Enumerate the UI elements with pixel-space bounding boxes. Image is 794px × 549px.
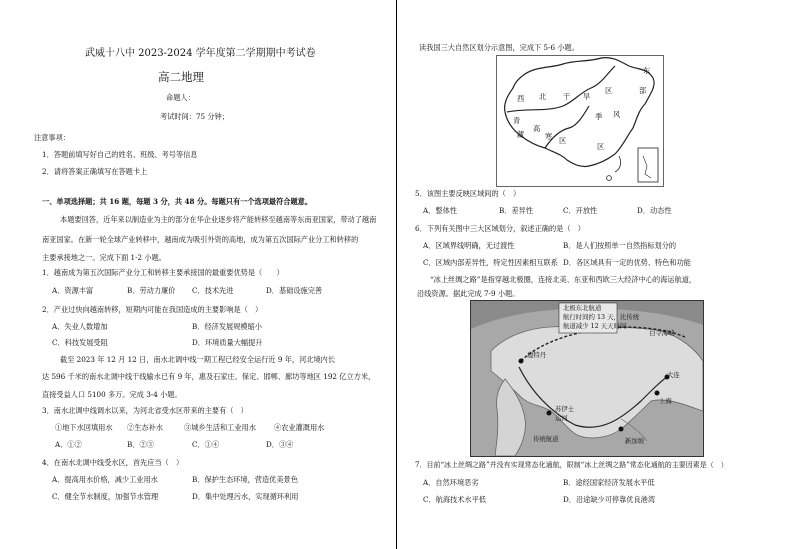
photo-label-saving: 航道减少 12 天天时间 <box>563 322 627 330</box>
q6-option-a: A．区域界线明确，无过渡性 <box>423 241 515 250</box>
q5-option-d: D．动态性 <box>637 206 672 215</box>
q5-option-a: A．整体性 <box>423 206 457 215</box>
arctic-shipping-route-photo-icon <box>470 300 704 457</box>
exam-time: 考试时间：75 分钟； <box>160 112 229 121</box>
photo-label-suez: 苏伊士 <box>555 405 575 413</box>
question-7: 7．目前“冰上丝绸之路”并没有实现常态化通航，限制“冰上丝绸之路”常态化通航的主要因素是（ ） <box>415 461 728 469</box>
q5-option-b: B．差异性 <box>499 206 534 215</box>
q7-option-b: B．途经国家经济发展水平低 <box>563 478 655 487</box>
q4-option-d: D．集中处理污水，实现循环利用 <box>192 492 299 501</box>
q4-option-c: C．健全节水制度，加强节水管理 <box>52 492 159 501</box>
q6-option-b: B．是人们按照单一自然指标划分的 <box>563 241 677 250</box>
q2-option-c: C．科技发展受阻 <box>52 338 108 347</box>
passage-1-line-2: 南亚国家。在新一轮全球产业转移中，越南成为吸引外资的高地，成为第五次国际产业分工和转移的 <box>42 235 359 244</box>
q2-option-b: B．经济发展规模缩小 <box>192 322 262 331</box>
photo-label-shanghai: 上海 <box>659 397 672 405</box>
photo-label-bering: 白令海峡 <box>649 329 675 337</box>
q2-option-a: A．失业人数增加 <box>52 322 108 331</box>
photo-label-traditional-route: 传统航道 <box>533 435 559 443</box>
q1-option-b: B．劳动力廉价 <box>127 286 176 295</box>
q4-option-b: B．保护生态环境，营造优美景色 <box>192 475 298 484</box>
q3-statement-4: ④农业灌溉用水 <box>274 423 325 432</box>
q3-statement-3: ③城乡生活和工业用水 <box>184 423 256 432</box>
photo-label-time: 航行时间约 13 天，比传统 <box>563 313 640 321</box>
map-label-qing: 青 <box>513 116 521 125</box>
q2-option-d: D．环境质量大幅提升 <box>192 338 263 347</box>
map-label-high: 高 <box>533 124 541 133</box>
passage-2-line-1: 截至 2023 年 12 月 12 日，南水北调中线一期工程已经安全运行近 9 年，河北境内长 <box>60 355 336 364</box>
map-label-arid: 旱 <box>583 92 591 101</box>
passage-1-line-1: 本题要回答，近年来以制造业为主的部分在华企业逐步将产能转移至越南等东南亚国家，带动了越南 <box>60 215 377 224</box>
question-2: 2．产业过快向越南转移，短期内可能在我国造成的主要影响是（ ） <box>42 305 263 314</box>
map-label-north: 北 <box>539 92 547 101</box>
exam-author: 命题人： <box>166 93 195 102</box>
photo-label-dalian: 大连 <box>667 371 680 379</box>
question-5: 5．该图主要反映区域间的（ ） <box>415 189 521 198</box>
passage-2-line-2: 达 596 千米的南水北调中线干线输水已有 9 年，惠及石家庄、保定、邯郸、廊坊等地区 192 亿立方米， <box>42 372 376 381</box>
right-column <box>397 0 794 549</box>
map-label-part: 部 <box>639 86 647 95</box>
exam-subject: 高二地理 <box>158 70 204 84</box>
q3-option-b: B．②③ <box>127 440 154 449</box>
note-2: 2．请将答案正确填写在答题卡上 <box>42 167 148 176</box>
photo-label-canal: 运河 <box>555 414 568 422</box>
map-label-region-1: 区 <box>605 86 613 95</box>
map-label-wind: 风 <box>613 110 621 119</box>
photo-label-northeast-route: 北极东北航道 <box>563 304 602 312</box>
map-label-east: 东 <box>643 66 651 75</box>
q7-option-d: D．沿途缺少可停靠优良港湾 <box>563 495 656 504</box>
q6-option-d: D．各区域具有一定的优势、特色和功能 <box>563 258 691 267</box>
passage-2-line-3: 直接受益人口 5100 多万。完成 3-4 小题。 <box>42 390 182 399</box>
passage-3-line-2: 沿线资源。据此完成 7-9 小题。 <box>417 289 520 298</box>
map-label-dry: 干 <box>563 92 571 101</box>
question-3: 3．南水北调中线调水以来，为河北省受水区带来的主要有（ ） <box>42 406 248 415</box>
q6-option-c: C．区域内部差异性，特定性因素相互联系 <box>423 258 558 267</box>
q3-statement-1: ①地下水回填用水 <box>55 423 113 432</box>
q4-option-a: A．提高用水价格，减少工业用水 <box>52 475 158 484</box>
map-intro: 读我国三大自然区划分示意图，完成下 5-6 小题。 <box>419 43 579 52</box>
passage-1-line-3: 主要承接地之一。完成下面 1-2 小题。 <box>42 253 166 262</box>
q5-option-c: C．开放性 <box>563 206 598 215</box>
china-regions-map-icon <box>496 55 664 187</box>
question-4: 4．在南水北调中线受水区，首先应当（ ） <box>42 458 184 467</box>
map-label-west: 西 <box>517 94 525 103</box>
question-1: 1．越南成为第五次国际产业分工和转移主要承接国的最重要优势是（ ） <box>42 268 284 277</box>
map-label-zang: 藏 <box>517 130 525 139</box>
q7-option-c: C．航海技术水平低 <box>423 495 487 504</box>
q1-option-c: C．技术先进 <box>192 286 234 295</box>
note-1: 1．答题前填写好自己的姓名、班级、考号等信息 <box>42 150 198 159</box>
question-6: 6．下列有关图中三大区域划分，叙述正确的是（ ） <box>415 224 585 233</box>
section-intro: 一、单项选择题；共 16 题，每题 3 分，共 48 分。每题只有一个选项最符合题意。 <box>42 197 313 206</box>
q1-option-a: A．资源丰富 <box>52 286 94 295</box>
china-map-svg <box>497 56 663 186</box>
q3-option-c: C．①④ <box>192 440 220 449</box>
q3-option-d: D．③④ <box>266 440 294 449</box>
q1-option-d: D．基础设施完善 <box>266 286 323 295</box>
map-label-cold: 寒 <box>545 132 553 141</box>
map-label-region-2: 区 <box>559 136 567 145</box>
left-column <box>0 0 396 549</box>
q3-statement-2: ②生态补水 <box>127 423 163 432</box>
exam-title: 武威十八中 2023-2024 学年度第二学期期中考试卷 <box>85 48 316 59</box>
map-label-season: 季 <box>595 112 603 121</box>
q7-option-a: A．自然环境恶劣 <box>423 478 479 487</box>
passage-3-line-1: “冰上丝绸之路”是指穿越北极圈，连接北美、东亚和西欧三大经济中心的海运航道， <box>430 275 697 284</box>
map-label-region-3: 区 <box>597 142 605 151</box>
q3-option-a: A．①② <box>55 440 82 449</box>
notes-heading: 注意事项： <box>34 133 70 142</box>
photo-label-rotterdam: 鹿特丹 <box>527 351 547 359</box>
photo-label-singapore: 新加坡 <box>625 437 645 445</box>
